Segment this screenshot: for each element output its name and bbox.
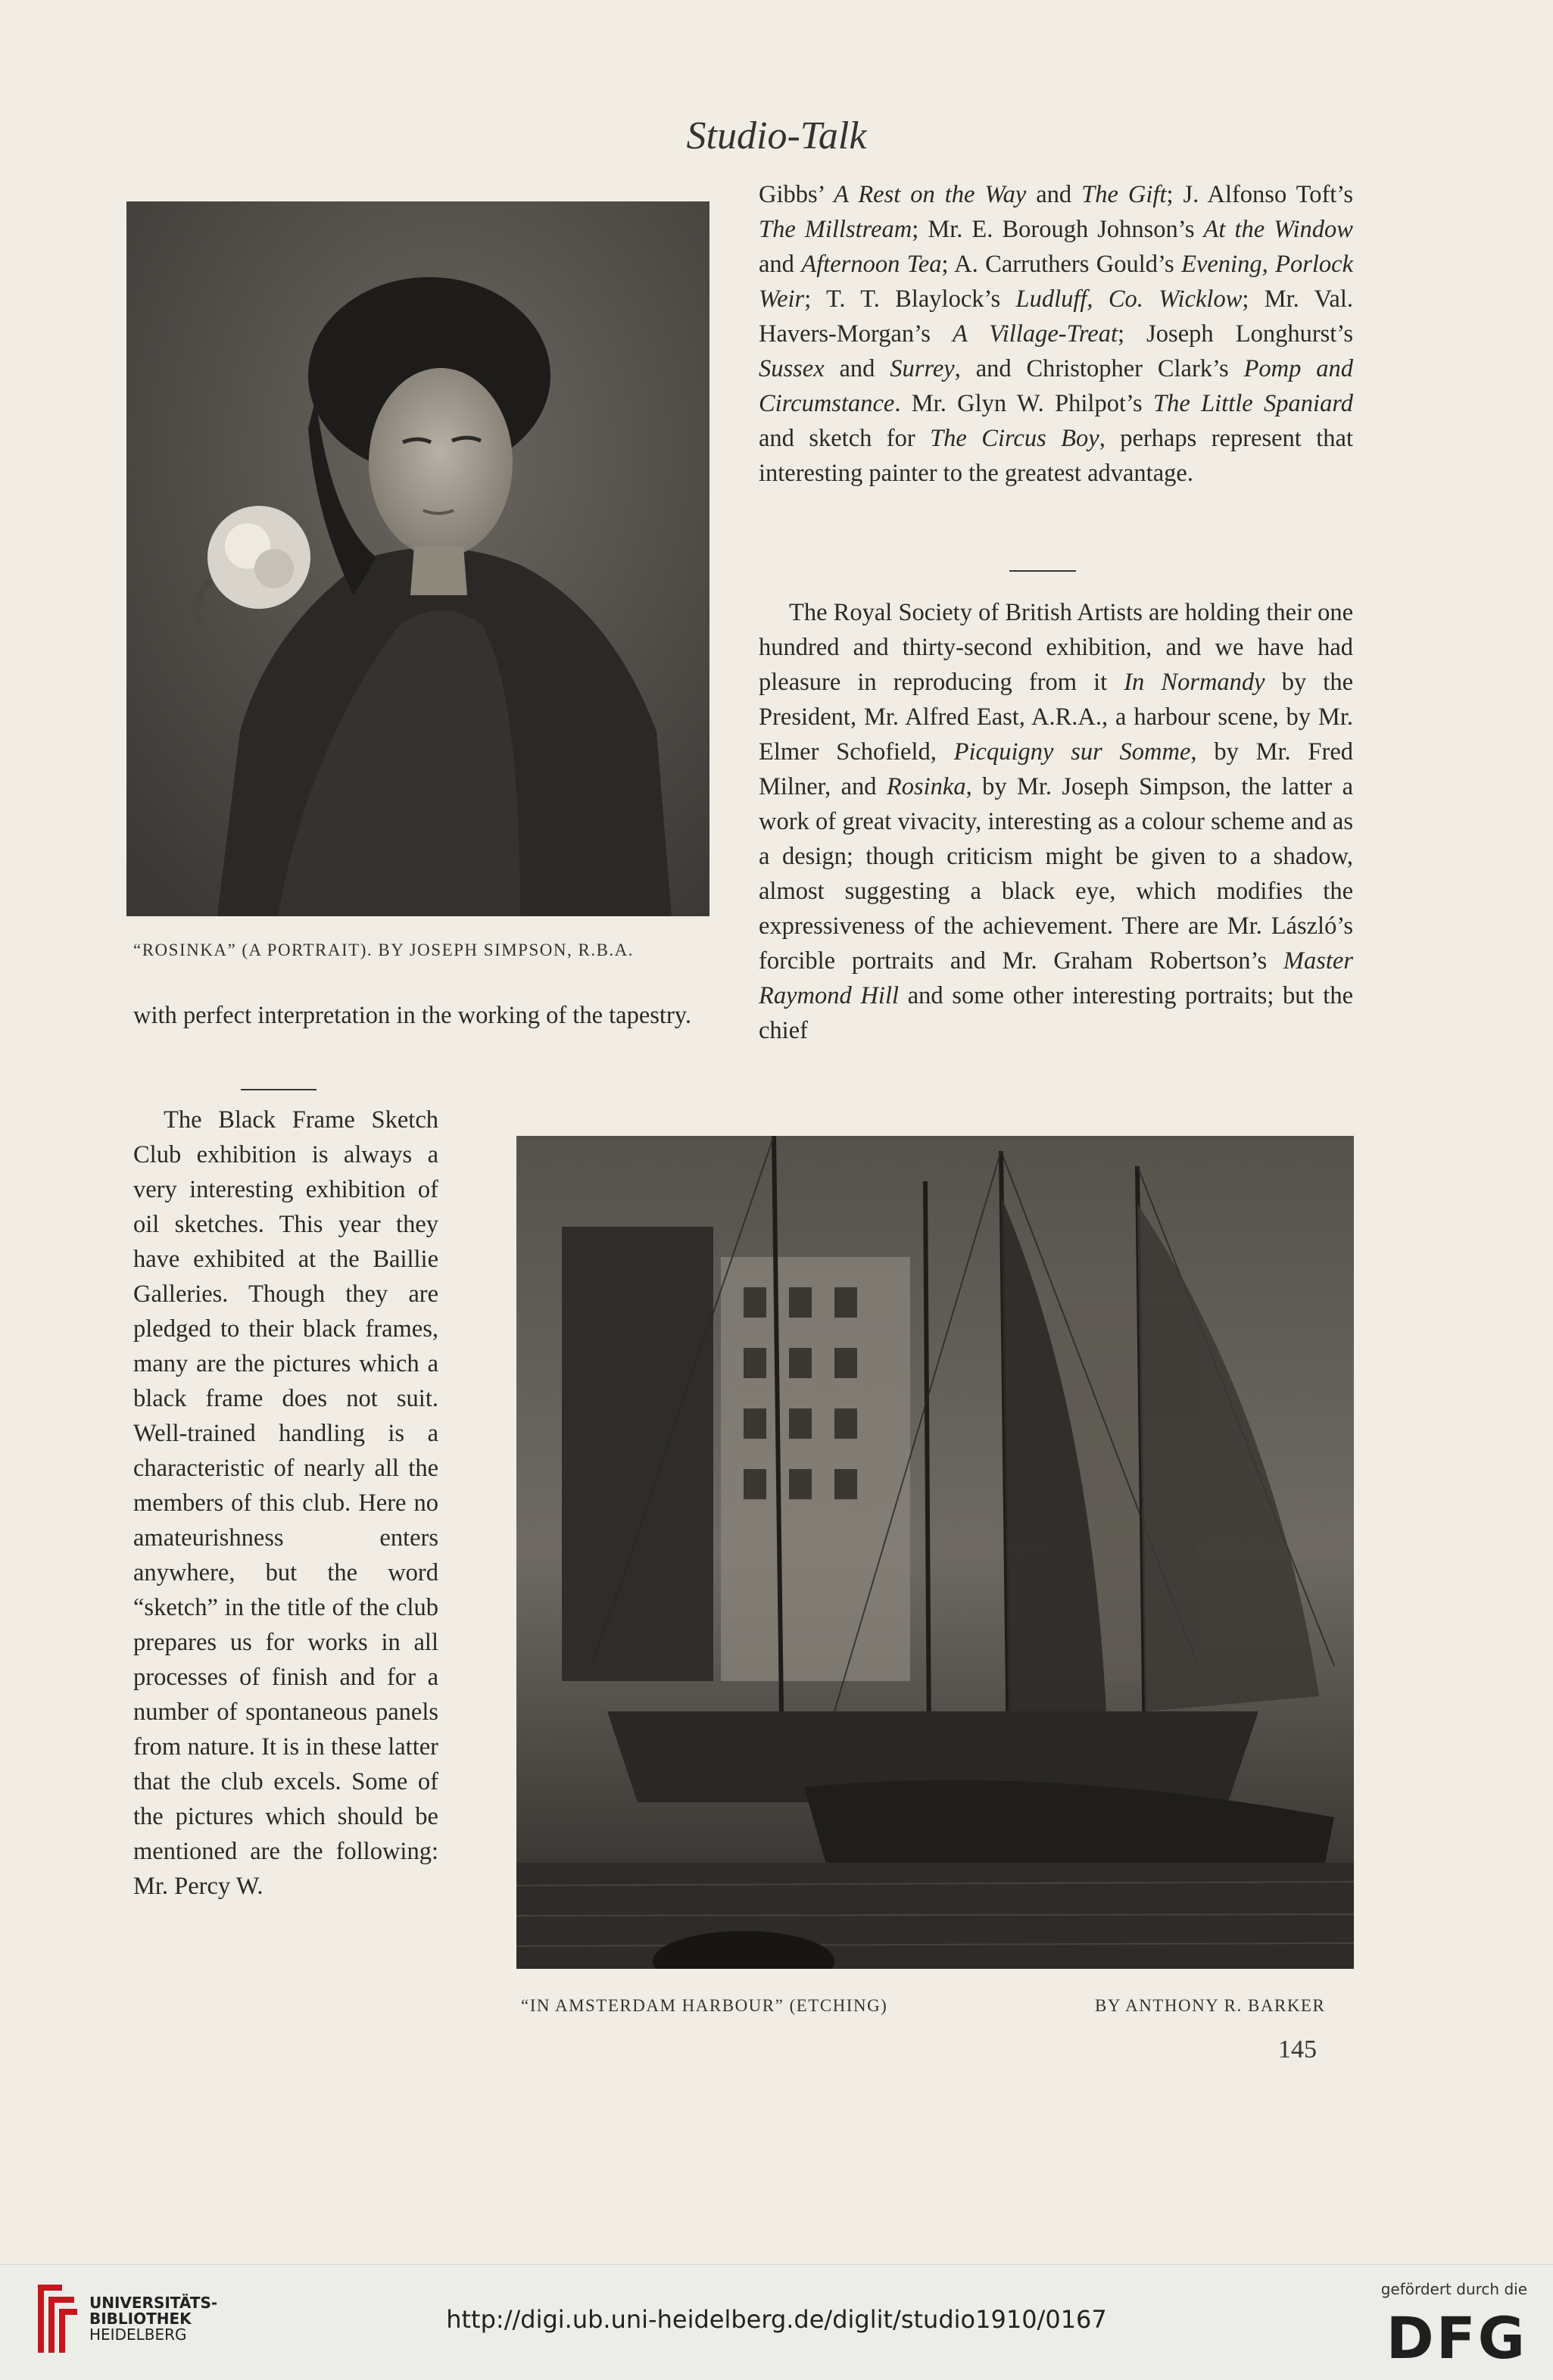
- portrait-illustration: [126, 201, 709, 916]
- permalink[interactable]: http://digi.ub.uni-heidelberg.de/diglit/studio1910/0167: [446, 2305, 1107, 2334]
- artwork-title: Ludluff, Co. Wicklow: [1015, 285, 1243, 313]
- artwork-title: The Millstream: [759, 216, 912, 243]
- artwork-title: Picquigny sur Somme: [953, 738, 1191, 766]
- artwork-title: Evening, Porlock Weir: [759, 251, 1353, 313]
- artwork-title: In Normandy: [1124, 669, 1265, 696]
- right-column: [759, 177, 1353, 491]
- library-name: UNIVERSITÄTS- BIBLIOTHEK HEIDELBERG: [89, 2294, 218, 2344]
- digitization-footer: [0, 2264, 1553, 2380]
- etching-plate: [516, 1136, 1354, 1969]
- etching-caption-artist: BY ANTHONY R. BARKER: [1095, 1996, 1326, 2015]
- artwork-title: A Rest on the Way: [834, 181, 1027, 208]
- paragraph: with perfect interpretation in the working of the tapestry.: [133, 1002, 692, 1029]
- paragraph: The Black Frame Sketch Club exhibition is always a very interesting exhibition of oil sketches. This year they have exhibited at the Baillie Galleries. Though they are pledged to their black frames, many are the pictures which a black frame does not suit. Well-trained handling is a characteristic of nearly all the members of this club. Here no amateurishness enters anywhere, but the word “sketch” in the title of the club prepares us for works in all processes of finish and for a number of spontaneous panels from nature. It is in these latter that the club excels. Some of the pictures which should be mentioned are the following: Mr. Percy W.: [133, 1106, 438, 1900]
- artwork-title: At the Window: [1203, 216, 1353, 243]
- dfg-logo: DFG: [1386, 2304, 1527, 2372]
- artwork-title: Surrey: [890, 355, 955, 382]
- artwork-title: Rosinka: [886, 773, 966, 800]
- portrait-caption: “ROSINKA” (A PORTRAIT). BY JOSEPH SIMPSON, R.B.A.: [133, 940, 635, 959]
- funder-label: gefördert durch die: [1380, 2280, 1527, 2298]
- artwork-title: Sussex: [759, 355, 825, 382]
- artwork-title: The Gift: [1081, 181, 1167, 208]
- section-rule: [1009, 570, 1076, 572]
- right-column-2: [759, 595, 1353, 1048]
- running-head: Studio-Talk: [686, 114, 867, 158]
- section-rule: [241, 1089, 317, 1090]
- artwork-title: Pomp and Circumstance: [759, 355, 1353, 417]
- etching-illustration: [516, 1136, 1354, 1969]
- artwork-title: Afternoon Tea: [801, 251, 942, 278]
- left-column: [133, 1103, 438, 1904]
- paragraph: Gibbs’ A Rest on the Way and The Gift; J. Alfonso Toft’s The Millstream; Mr. E. Borough Johnson’s At the Window and Afternoon Tea; A. Carruthers Gould’s Evening, Porlock Weir; T. T. Blaylock’s Ludluff, Co. Wicklow; Mr. Val. Havers-Morgan’s A Village-Treat; Joseph Longhurst’s Sussex and Surrey, and Christopher Clark’s Pomp and Circumstance. Mr. Glyn W. Philpot’s The Little Spaniard and sketch for The Circus Boy, perhaps represent that interesting painter to the greatest advantage.: [759, 181, 1354, 487]
- left-top-text: [133, 998, 728, 1033]
- artwork-title: Master Raymond Hill: [759, 947, 1353, 1009]
- artwork-title: A Village-Treat: [952, 320, 1118, 348]
- paragraph: The Royal Society of British Artists are holding their one hundred and thirty-second exhibition, and we have had pleasure in reproducing from it In Normandy by the President, Mr. Alfred East, A.R.A., a harbour scene, by Mr. Elmer Schofield, Picquigny sur Somme, by Mr. Fred Milner, and Rosinka, by Mr. Joseph Simpson, the latter a work of great vivacity, interesting as a colour scheme and as a design; though criticism might be given to a shadow, almost suggesting a black eye, which modifies the expressiveness of the achievement. There are Mr. László’s forcible portraits and Mr. Graham Robertson’s Master Raymond Hill and some other interesting portraits; but the chief: [759, 599, 1353, 1044]
- page-number: 145: [1278, 2035, 1317, 2063]
- artwork-title: The Circus Boy: [930, 425, 1099, 452]
- etching-caption-title: “IN AMSTERDAM HARBOUR” (ETCHING): [521, 1996, 888, 2015]
- artwork-title: The Little Spaniard: [1153, 390, 1354, 417]
- portrait-plate: [126, 201, 709, 916]
